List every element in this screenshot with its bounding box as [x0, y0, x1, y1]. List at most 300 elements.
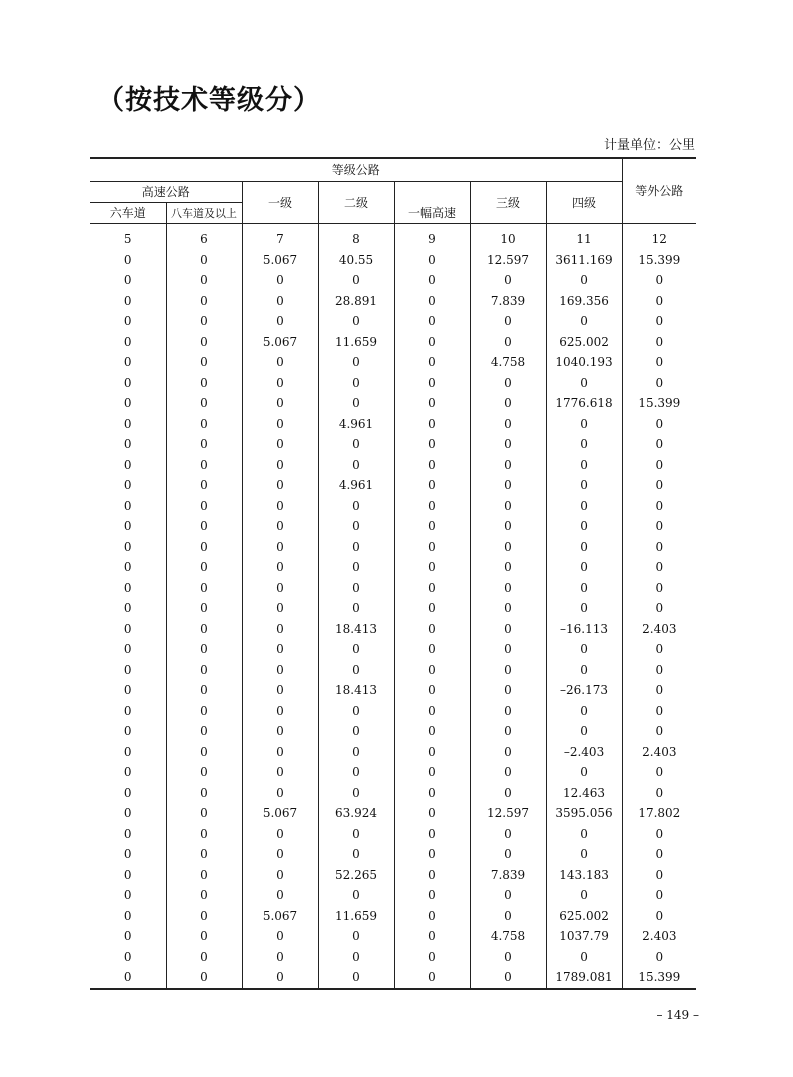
table-cell: 0: [655, 457, 664, 472]
table-cell: 1040.193: [546, 352, 622, 373]
table-cell: 0: [90, 250, 166, 271]
table-row: [90, 270, 696, 291]
table-cell: 0: [318, 721, 394, 742]
table-cell: 0: [166, 332, 242, 353]
table-cell: 0: [242, 291, 318, 312]
table-cell: 625.002: [546, 332, 622, 353]
table-cell: –2.403: [546, 742, 622, 763]
table-cell: 0: [166, 537, 242, 558]
table-cell: 0: [394, 865, 470, 886]
table-cell: 0: [90, 332, 166, 353]
table-cell: 0: [166, 639, 242, 660]
table-cell: 0: [394, 598, 470, 619]
table-cell: 15.399: [622, 967, 696, 989]
table-cell: 0: [242, 701, 318, 722]
table-cell: 15.399: [638, 396, 681, 410]
table-cell: 0: [166, 434, 242, 455]
table-cell: 0: [470, 701, 546, 722]
table-cell: 0: [655, 601, 664, 615]
statistics-table: [90, 157, 696, 990]
table-cell: 0: [166, 947, 242, 968]
table-cell: 0: [166, 844, 242, 865]
table-row: [90, 496, 696, 517]
table-cell: 18.413: [318, 619, 394, 640]
table-cell: 0: [166, 250, 242, 271]
table-cell: 0: [90, 844, 166, 865]
table-cell: 52.265: [318, 865, 394, 886]
table-row: [90, 557, 696, 578]
table-cell: 0: [394, 332, 470, 353]
table-cell: 0: [90, 967, 166, 989]
table-row: [90, 537, 696, 558]
table-cell: 0: [394, 742, 470, 763]
table-cell: 0: [166, 742, 242, 763]
table-cell: 0: [394, 373, 470, 394]
table-cell: 0: [318, 844, 394, 865]
table-cell: 0: [90, 537, 166, 558]
table-row: [90, 516, 696, 537]
header-grade-3: 三级: [470, 181, 546, 223]
table-cell: 0: [242, 660, 318, 681]
table-row: [90, 250, 696, 271]
table-cell: 0: [166, 557, 242, 578]
table-cell: 0: [470, 557, 546, 578]
table-cell: 0: [90, 578, 166, 599]
table-cell: 0: [166, 393, 242, 414]
table-cell: 5.067: [242, 803, 318, 824]
table-cell: 0: [90, 393, 166, 414]
table-row: [90, 967, 696, 989]
table-cell: 0: [394, 721, 470, 742]
table-row: [90, 742, 696, 763]
table-row: [90, 414, 696, 435]
header-grade-4: 四级: [546, 181, 622, 223]
table-cell: 0: [655, 724, 664, 738]
table-header: [90, 158, 696, 223]
table-cell: 0: [394, 455, 470, 476]
table-cell: 0: [242, 393, 318, 414]
table-cell: 0: [470, 824, 546, 845]
table-cell: 0: [394, 639, 470, 660]
table-cell: 0: [655, 560, 664, 574]
table-cell: 0: [318, 496, 394, 517]
table-cell: 5.067: [242, 332, 318, 353]
table-cell: 0: [242, 496, 318, 517]
table-cell: 0: [470, 967, 546, 989]
table-cell: 0: [318, 434, 394, 455]
table-cell: 0: [655, 867, 664, 882]
table-cell: 0: [655, 519, 664, 533]
table-cell: 0: [546, 537, 622, 558]
table-cell: 0: [90, 619, 166, 640]
table-cell: 0: [166, 516, 242, 537]
table-cell: 0: [242, 578, 318, 599]
table-cell: 4.961: [318, 414, 394, 435]
table-cell: 0: [470, 660, 546, 681]
table-cell: 0: [394, 578, 470, 599]
column-number: 8: [318, 223, 394, 250]
header-graded-roads: 等级公路: [90, 158, 622, 181]
table-cell: 0: [546, 578, 622, 599]
table-cell: 0: [166, 906, 242, 927]
table-cell: 0: [394, 311, 470, 332]
table-cell: 0: [318, 967, 394, 989]
table-cell: 0: [394, 516, 470, 537]
table-cell: 0: [470, 947, 546, 968]
table-cell: 0: [470, 270, 546, 291]
column-number: 11: [546, 223, 622, 250]
table-row: [90, 701, 696, 722]
table-row: [90, 578, 696, 599]
table-cell: 0: [655, 683, 664, 697]
table-cell: 4.758: [470, 352, 546, 373]
table-row: [90, 885, 696, 906]
table-cell: 0: [90, 291, 166, 312]
table-cell: 0: [90, 598, 166, 619]
table-cell: 0: [318, 742, 394, 763]
table-cell: 0: [242, 865, 318, 886]
table-cell: 0: [318, 660, 394, 681]
table-cell: 0: [470, 496, 546, 517]
header-substandard-roads: 等外公路: [622, 158, 696, 223]
table-cell: 0: [166, 885, 242, 906]
table-cell: 0: [166, 598, 242, 619]
table-cell: 0: [90, 824, 166, 845]
table-cell: 0: [470, 373, 546, 394]
table-cell: 169.356: [546, 291, 622, 312]
table-cell: 0: [242, 844, 318, 865]
table-cell: 4.961: [318, 475, 394, 496]
table-row: [90, 434, 696, 455]
column-number: 6: [166, 223, 242, 250]
table-cell: 0: [90, 947, 166, 968]
table-cell: 0: [318, 311, 394, 332]
table-cell: 0: [242, 475, 318, 496]
table-cell: 0: [655, 375, 664, 390]
table-cell: 0: [394, 352, 470, 373]
table-cell: 0: [166, 926, 242, 947]
table-cell: 0: [394, 824, 470, 845]
table-cell: 0: [90, 475, 166, 496]
table-cell: 11.659: [318, 332, 394, 353]
table-cell: 0: [394, 475, 470, 496]
table-cell: 0: [166, 619, 242, 640]
table-cell: 0: [166, 270, 242, 291]
table-cell: 0: [394, 434, 470, 455]
table-cell: 0: [242, 926, 318, 947]
table-cell: 3611.169: [546, 250, 622, 271]
table-cell: 0: [90, 639, 166, 660]
header-expressway: 高速公路: [90, 181, 242, 202]
table-cell: 0: [242, 824, 318, 845]
table-row: [90, 865, 696, 886]
table-cell: 7.839: [470, 291, 546, 312]
table-cell: 0: [655, 785, 664, 800]
table-cell: 2.403: [642, 744, 677, 759]
table-cell: 0: [546, 557, 622, 578]
table-cell: 0: [394, 537, 470, 558]
table-cell: –26.173: [546, 680, 622, 701]
table-cell: 0: [90, 270, 166, 291]
table-cell: 0: [546, 947, 622, 968]
table-cell: 0: [655, 539, 664, 554]
table-cell: 0: [546, 414, 622, 435]
table-row: [90, 455, 696, 476]
table-cell: 0: [470, 885, 546, 906]
table-row: [90, 373, 696, 394]
table-cell: 0: [318, 352, 394, 373]
table-cell: 0: [242, 947, 318, 968]
table-cell: 0: [90, 373, 166, 394]
table-cell: 0: [394, 885, 470, 906]
table-cell: 0: [470, 762, 546, 783]
table-cell: 0: [470, 332, 546, 353]
table-cell: 0: [546, 762, 622, 783]
table-cell: 0: [546, 721, 622, 742]
table-cell: 0: [546, 885, 622, 906]
table-cell: 0: [90, 701, 166, 722]
table-cell: 0: [470, 721, 546, 742]
table-cell: 0: [394, 619, 470, 640]
table-cell: 0: [166, 865, 242, 886]
table-row: [90, 291, 696, 312]
table-cell: 0: [546, 844, 622, 865]
table-cell: 0: [166, 680, 242, 701]
table-row: [90, 824, 696, 845]
table-cell: 0: [655, 355, 664, 369]
table-cell: 0: [90, 455, 166, 476]
table-row: [90, 803, 696, 824]
table-cell: 0: [655, 273, 664, 287]
table-cell: 0: [655, 498, 664, 513]
table-cell: 0: [242, 762, 318, 783]
column-number-row: [90, 223, 696, 250]
table-cell: 0: [90, 660, 166, 681]
table-cell: 0: [546, 701, 622, 722]
table-cell: 0: [655, 888, 664, 902]
table-cell: 0: [470, 516, 546, 537]
table-cell: 0: [90, 865, 166, 886]
table-cell: 0: [166, 496, 242, 517]
table-cell: 0: [242, 455, 318, 476]
table-cell: 0: [242, 598, 318, 619]
table-cell: 0: [90, 414, 166, 435]
table-cell: 0: [470, 475, 546, 496]
table-cell: 0: [470, 414, 546, 435]
column-number: 5: [90, 223, 166, 250]
header-six-lane: 六车道: [90, 202, 166, 223]
table-cell: 0: [546, 455, 622, 476]
table-cell: 0: [242, 537, 318, 558]
table-cell: 5.067: [242, 906, 318, 927]
table-cell: 0: [546, 373, 622, 394]
table-cell: 0: [318, 578, 394, 599]
table-cell: 0: [394, 783, 470, 804]
table-cell: 0: [546, 434, 622, 455]
table-cell: 0: [242, 639, 318, 660]
table-cell: 0: [242, 311, 318, 332]
table-cell: 0: [394, 680, 470, 701]
table-cell: 0: [655, 847, 664, 861]
table-cell: 0: [166, 475, 242, 496]
table-cell: 5.067: [242, 250, 318, 271]
header-single-width-expressway: 一幅高速: [394, 181, 470, 223]
table-cell: 0: [90, 557, 166, 578]
table-row: [90, 311, 696, 332]
table-cell: 0: [655, 314, 664, 328]
table-cell: 0: [90, 721, 166, 742]
table-cell: 0: [166, 721, 242, 742]
table-cell: 143.183: [546, 865, 622, 886]
table-cell: 15.399: [638, 252, 681, 267]
table-row: [90, 762, 696, 783]
table-cell: 1776.618: [546, 393, 622, 414]
table-cell: 28.891: [318, 291, 394, 312]
table-row: [90, 721, 696, 742]
table-row: [90, 660, 696, 681]
table-cell: 0: [90, 803, 166, 824]
table-cell: 0: [655, 908, 664, 923]
table-cell: 0: [318, 885, 394, 906]
table-cell: 1037.79: [546, 926, 622, 947]
table-cell: 0: [470, 906, 546, 927]
table-cell: 0: [394, 803, 470, 824]
table-row: [90, 598, 696, 619]
table-cell: 0: [90, 762, 166, 783]
table-cell: 0: [318, 373, 394, 394]
table-cell: 0: [655, 478, 664, 492]
table-body: [90, 223, 696, 989]
table-cell: 0: [394, 762, 470, 783]
table-cell: 0: [546, 516, 622, 537]
table-cell: 0: [394, 660, 470, 681]
table-cell: 0: [90, 434, 166, 455]
table-cell: 0: [166, 803, 242, 824]
table-row: [90, 619, 696, 640]
table-cell: 0: [470, 578, 546, 599]
table-cell: 0: [394, 701, 470, 722]
table-cell: 0: [470, 742, 546, 763]
table-cell: 0: [470, 434, 546, 455]
table-cell: 17.802: [638, 806, 681, 820]
table-row: [90, 475, 696, 496]
table-cell: 0: [394, 270, 470, 291]
table-cell: 0: [655, 703, 664, 718]
table-row: [90, 352, 696, 373]
table-cell: 0: [546, 824, 622, 845]
table-cell: 0: [242, 414, 318, 435]
table-cell: 2.403: [642, 929, 677, 943]
table-cell: 2.403: [642, 621, 677, 636]
table-cell: 0: [242, 680, 318, 701]
table-cell: 0: [242, 270, 318, 291]
table-cell: 0: [318, 947, 394, 968]
table-cell: 0: [166, 578, 242, 599]
table-cell: 0: [242, 885, 318, 906]
table-cell: 7.839: [470, 865, 546, 886]
table-cell: 0: [394, 291, 470, 312]
table-cell: 0: [166, 967, 242, 989]
table-cell: 0: [394, 496, 470, 517]
page-title: （按技术等级分）: [97, 85, 321, 116]
table-cell: 0: [470, 455, 546, 476]
column-number: 7: [242, 223, 318, 250]
table-cell: 0: [90, 680, 166, 701]
table-cell: 0: [90, 742, 166, 763]
table-cell: 0: [655, 334, 664, 349]
table-cell: 0: [655, 416, 664, 431]
table-cell: 63.924: [318, 803, 394, 824]
table-cell: 0: [90, 496, 166, 517]
table-cell: 0: [90, 783, 166, 804]
table-cell: 0: [166, 783, 242, 804]
table-cell: 0: [546, 270, 622, 291]
table-cell: 0: [242, 967, 318, 989]
table-cell: 0: [394, 926, 470, 947]
table-cell: 0: [242, 619, 318, 640]
table-row: [90, 783, 696, 804]
table-cell: 0: [394, 947, 470, 968]
table-cell: 0: [470, 639, 546, 660]
table-cell: 0: [318, 639, 394, 660]
header-grade-1: 一级: [242, 181, 318, 223]
table-row: [90, 680, 696, 701]
table-cell: 0: [470, 598, 546, 619]
table-cell: 0: [546, 496, 622, 517]
table-cell: 4.758: [470, 926, 546, 947]
table-cell: 0: [318, 393, 394, 414]
table-cell: 0: [546, 639, 622, 660]
table-cell: 0: [318, 783, 394, 804]
table-cell: 0: [318, 270, 394, 291]
table-cell: 0: [394, 967, 470, 989]
table-cell: 0: [242, 783, 318, 804]
table-cell: 0: [166, 311, 242, 332]
table-cell: 0: [470, 393, 546, 414]
table-cell: 0: [242, 373, 318, 394]
table-cell: 0: [655, 826, 664, 841]
table-cell: 0: [90, 885, 166, 906]
table-cell: 0: [90, 926, 166, 947]
table-row: [90, 947, 696, 968]
table-cell: 0: [90, 311, 166, 332]
table-cell: 0: [394, 250, 470, 271]
table-cell: 0: [318, 516, 394, 537]
table-cell: 0: [166, 455, 242, 476]
table-cell: 0: [318, 455, 394, 476]
table-row: [90, 844, 696, 865]
table-cell: 0: [90, 352, 166, 373]
table-cell: 0: [470, 619, 546, 640]
header-eight-lane-plus: 八车道及以上: [166, 202, 242, 223]
table-cell: 3595.056: [546, 803, 622, 824]
table-row: [90, 639, 696, 660]
table-cell: 0: [242, 516, 318, 537]
table-row: [90, 906, 696, 927]
table-cell: 0: [655, 293, 664, 308]
table-cell: 0: [546, 660, 622, 681]
table-cell: 0: [470, 844, 546, 865]
table-row: [90, 332, 696, 353]
table-cell: 0: [166, 660, 242, 681]
table-cell: 0: [318, 598, 394, 619]
table-cell: 12.463: [546, 783, 622, 804]
table-cell: 0: [166, 414, 242, 435]
column-number: 12: [651, 231, 667, 246]
table-cell: 0: [394, 393, 470, 414]
table-cell: 1789.081: [546, 967, 622, 989]
table-cell: 12.597: [470, 250, 546, 271]
